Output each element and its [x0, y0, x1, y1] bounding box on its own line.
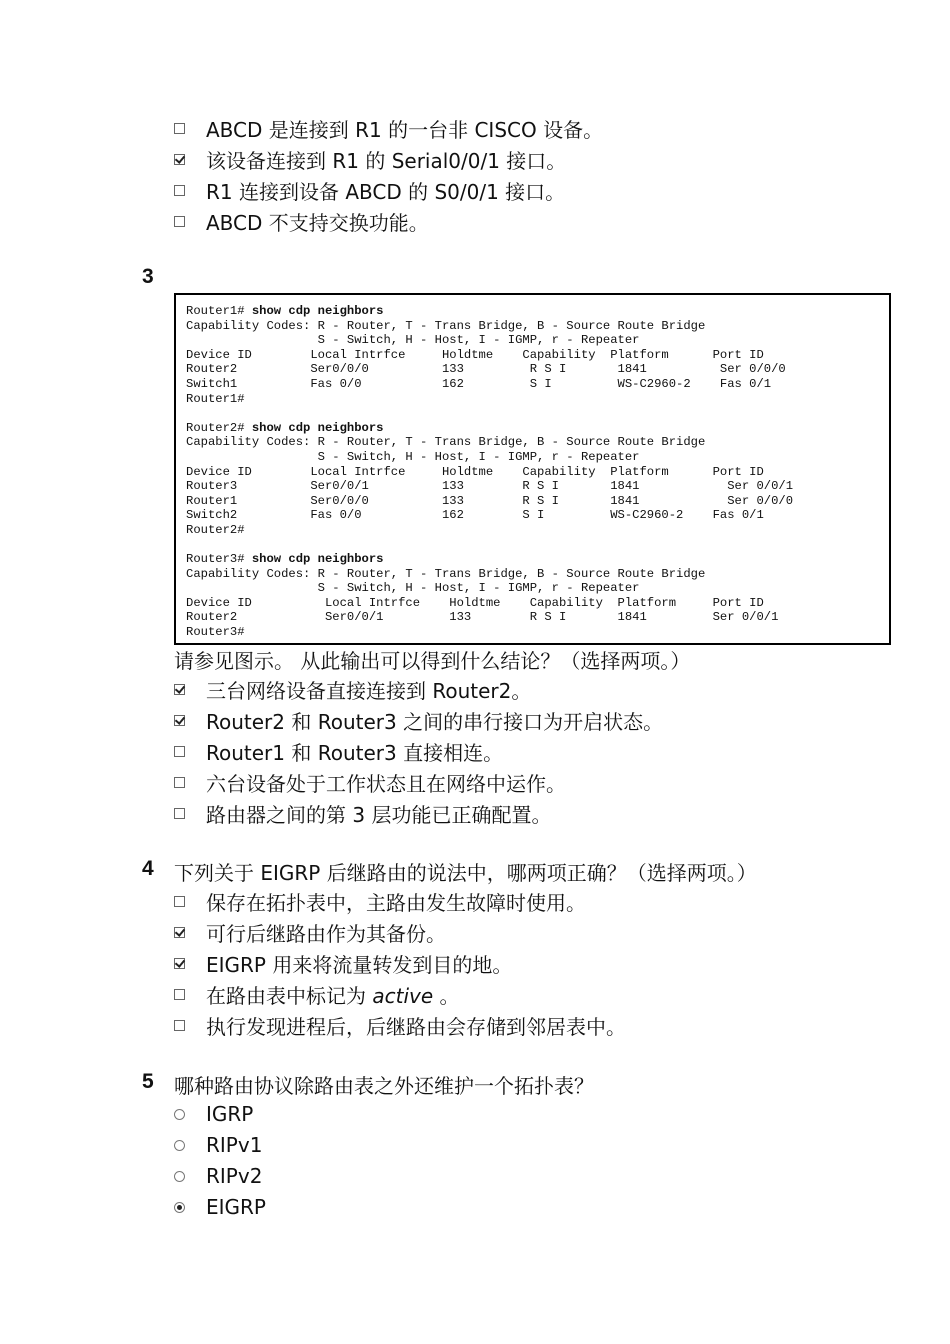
question-text: 下列关于 EIGRP 后继路由的说法中，哪两项正确？（选择两项。） — [174, 861, 757, 885]
cli-output-line: Router1# — [186, 391, 245, 406]
radio-icon[interactable] — [174, 1140, 185, 1151]
checkbox-checked-icon[interactable] — [174, 684, 185, 695]
checkbox-checked-icon[interactable] — [174, 958, 185, 969]
cli-output-line: Capability Codes: R - Router, T - Trans Bridge, B - Source Route Bridge — [186, 566, 706, 581]
q4-option-1[interactable] — [174, 888, 586, 914]
cli-output-line: Router3# — [186, 625, 245, 640]
checkbox-checked-icon[interactable] — [174, 154, 185, 165]
checkbox-icon[interactable] — [174, 185, 185, 196]
cli-output-line: S - Switch, H - Host, I - IGMP, r - Repeater — [186, 581, 640, 596]
checkbox-icon[interactable] — [174, 777, 185, 788]
q4-option-5[interactable] — [174, 1012, 626, 1038]
q3-option-3[interactable] — [174, 738, 503, 764]
option-label: RIPv1 — [206, 1133, 263, 1157]
cli-output-line: Device ID Local Intrfce Holdtme Capability Platform Port ID — [186, 347, 764, 362]
q3-option-5[interactable] — [174, 800, 551, 826]
option-label-emphasis: active — [372, 983, 434, 1008]
cli-output-line: Router3 Ser0/0/1 133 R S I 1841 Ser 0/0/1 — [186, 479, 794, 494]
option-label-post: 。 — [433, 983, 460, 1008]
q2-option-1[interactable] — [174, 115, 603, 141]
question-text: 请参见图示。 从此输出可以得到什么结论？（选择两项。） — [174, 649, 691, 673]
cli-output-line: S - Switch, H - Host, I - IGMP, r - Repeater — [186, 333, 640, 348]
q3-option-4[interactable] — [174, 769, 566, 795]
cli-command-line: Router3# show cdp neighbors — [186, 552, 384, 567]
option-label: 保存在拓扑表中，主路由发生故障时使用。 — [206, 890, 586, 915]
option-label: R1 连接到设备 ABCD 的 S0/0/1 接口。 — [206, 179, 566, 204]
option-label: ABCD 不支持交换功能。 — [206, 210, 429, 235]
cli-output-line: Switch2 Fas 0/0 162 S I WS-C2960-2 Fas 0/1 — [186, 508, 764, 523]
q2-option-3[interactable] — [174, 177, 565, 203]
option-label: EIGRP — [206, 1195, 266, 1219]
radio-icon[interactable] — [174, 1171, 185, 1182]
cli-output-line: Device ID Local Intrfce Holdtme Capability Platform Port ID — [186, 595, 764, 610]
cli-output — [176, 295, 889, 640]
cli-exhibit — [174, 293, 891, 645]
cli-output-line: S - Switch, H - Host, I - IGMP, r - Repeater — [186, 449, 640, 464]
option-label: 执行发现进程后，后继路由会存储到邻居表中。 — [206, 1014, 626, 1039]
checkbox-icon[interactable] — [174, 808, 185, 819]
checkbox-icon[interactable] — [174, 989, 185, 1000]
option-label: 该设备连接到 R1 的 Serial0/0/1 接口。 — [206, 148, 567, 173]
option-label: ABCD 是连接到 R1 的一台非 CISCO 设备。 — [206, 117, 604, 142]
checkbox-checked-icon[interactable] — [174, 927, 185, 938]
cli-command-line: Router2# show cdp neighbors — [186, 420, 384, 435]
q4-option-4[interactable] — [174, 981, 460, 1007]
q5-option-3[interactable] — [174, 1163, 262, 1189]
q3-option-2[interactable] — [174, 707, 663, 733]
option-label: RIPv2 — [206, 1164, 263, 1188]
radio-icon[interactable] — [174, 1109, 185, 1120]
cli-output-line: Router2 Ser0/0/1 133 R S I 1841 Ser 0/0/1 — [186, 610, 779, 625]
q5-option-1[interactable] — [174, 1101, 253, 1127]
question-text: 哪种路由协议除路由表之外还维护一个拓扑表？ — [174, 1074, 594, 1098]
option-label: 三台网络设备直接连接到 Router2。 — [206, 678, 532, 703]
option-label: EIGRP 用来将流量转发到目的地。 — [206, 952, 513, 977]
option-label: 可行后继路由作为其备份。 — [206, 921, 446, 946]
q5-option-2[interactable] — [174, 1132, 262, 1158]
cli-output-line: Capability Codes: R - Router, T - Trans Bridge, B - Source Route Bridge — [186, 318, 706, 333]
q4-option-2[interactable] — [174, 919, 446, 945]
checkbox-icon[interactable] — [174, 1020, 185, 1031]
option-label: IGRP — [206, 1102, 254, 1126]
q5-option-4[interactable] — [174, 1194, 266, 1220]
cli-output-line: Switch1 Fas 0/0 162 S I WS-C2960-2 Fas 0/1 — [186, 376, 772, 391]
cli-output-line — [186, 406, 889, 421]
checkbox-icon[interactable] — [174, 746, 185, 757]
cli-output-line: Capability Codes: R - Router, T - Trans Bridge, B - Source Route Bridge — [186, 435, 706, 450]
option-label: 六台设备处于工作状态且在网络中运作。 — [206, 771, 566, 796]
checkbox-checked-icon[interactable] — [174, 715, 185, 726]
checkbox-icon[interactable] — [174, 896, 185, 907]
checkbox-icon[interactable] — [174, 123, 185, 134]
checkbox-icon[interactable] — [174, 216, 185, 227]
question-number: 3 — [142, 265, 154, 288]
option-label-pre: 在路由表中标记为 — [206, 983, 373, 1008]
q2-option-4[interactable] — [174, 208, 429, 234]
q2-option-2[interactable] — [174, 146, 566, 172]
cli-output-line: Router2 Ser0/0/0 133 R S I 1841 Ser 0/0/0 — [186, 362, 786, 377]
option-label — [206, 980, 460, 1009]
q3-option-1[interactable] — [174, 676, 531, 702]
question-number: 5 — [142, 1070, 154, 1093]
option-label: 路由器之间的第 3 层功能已正确配置。 — [206, 802, 552, 827]
question-number: 4 — [142, 857, 154, 880]
option-label: Router2 和 Router3 之间的串行接口为开启状态。 — [206, 709, 664, 734]
radio-selected-icon[interactable] — [174, 1202, 185, 1213]
cli-output-line: Device ID Local Intrfce Holdtme Capability Platform Port ID — [186, 464, 764, 479]
cli-output-line: Router1 Ser0/0/0 133 R S I 1841 Ser 0/0/0 — [186, 493, 794, 508]
option-label: Router1 和 Router3 直接相连。 — [206, 740, 504, 765]
cli-output-line — [186, 538, 889, 553]
q4-option-3[interactable] — [174, 950, 512, 976]
cli-command-line: Router1# show cdp neighbors — [186, 304, 384, 318]
cli-output-line: Router2# — [186, 522, 245, 537]
